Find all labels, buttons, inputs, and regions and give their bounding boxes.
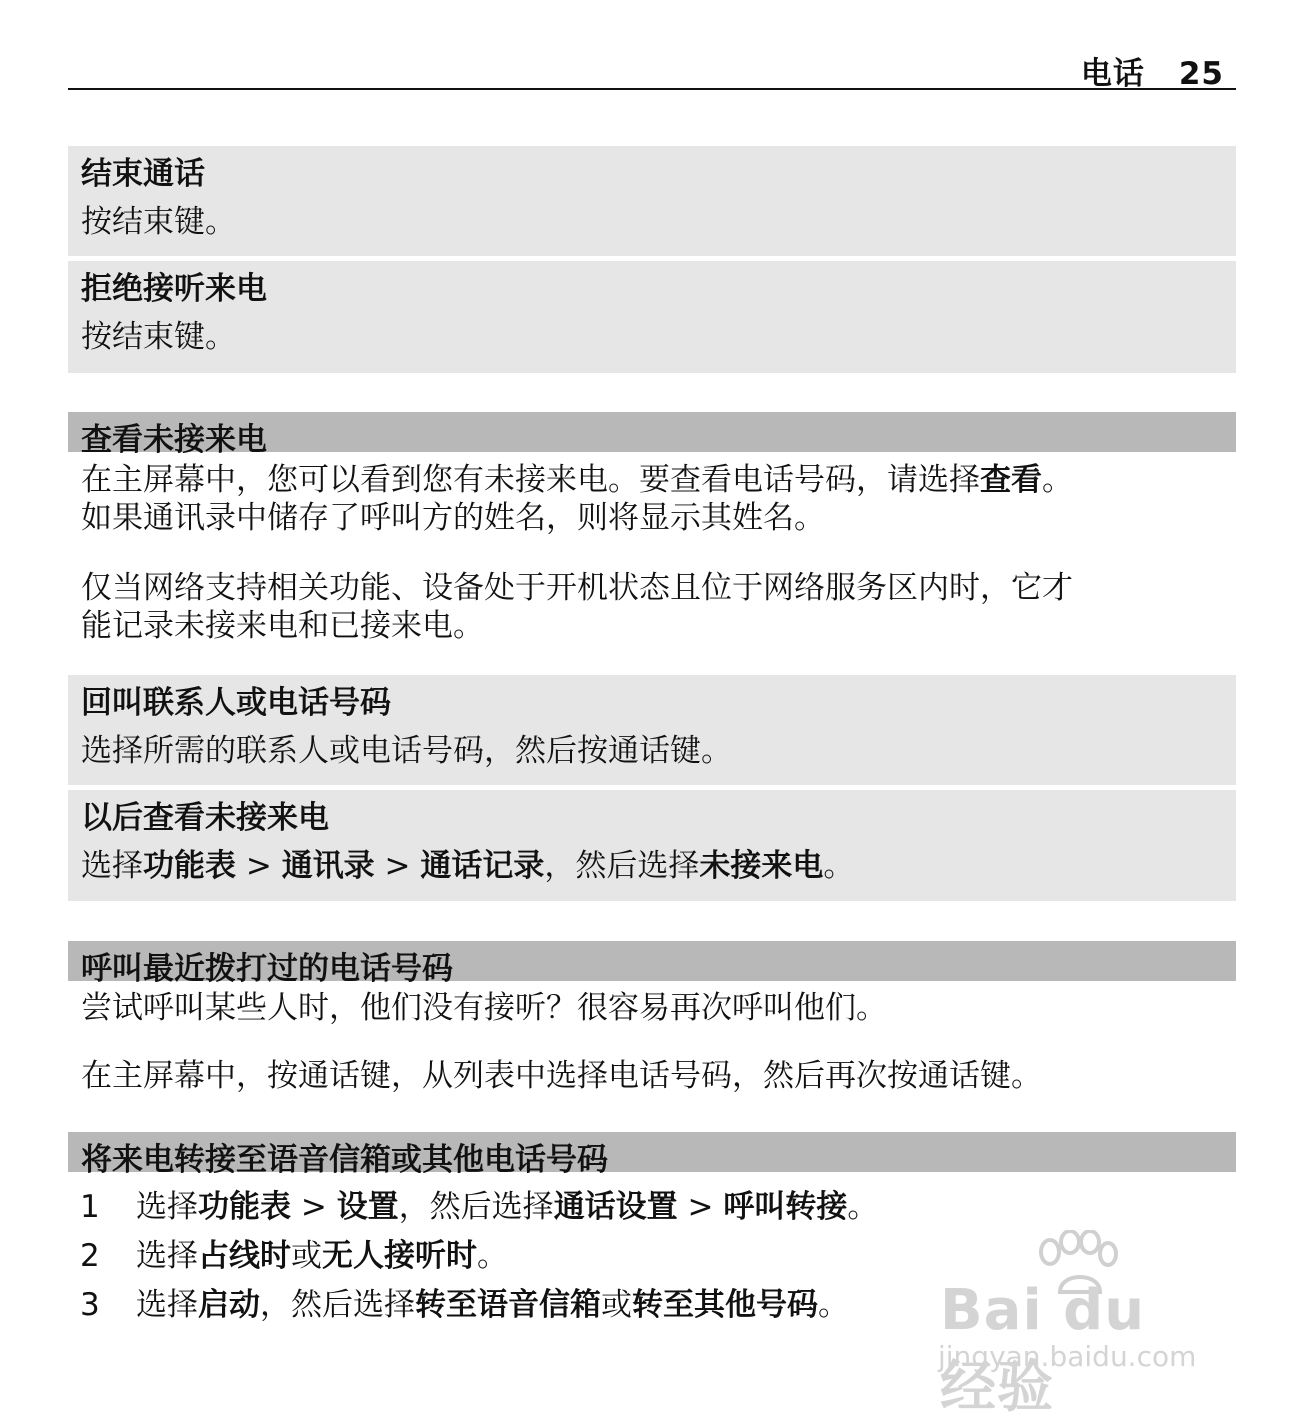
text: 选择: [136, 1189, 198, 1225]
heading-missed-calls: 查看未接来电: [81, 422, 267, 458]
section-heading-redial: [68, 941, 1236, 987]
step-number: 2: [80, 1238, 100, 1274]
text: 或: [601, 1287, 632, 1323]
tip-title-callback: 回叫联系人或电话号码: [81, 685, 391, 721]
menu-term-call-log: 通话记录: [420, 848, 545, 884]
header-text: [1081, 48, 1224, 93]
menu-term-if-busy: 占线时: [198, 1238, 291, 1274]
text: 仅当网络支持相关功能、设备处于开机状态且位于网络服务区内时，它才: [81, 570, 1073, 606]
heading-redial: 呼叫最近拨打过的电话号码: [81, 951, 453, 987]
text: 如果通讯录中储存了呼叫方的姓名，则将显示其姓名。: [81, 500, 825, 536]
text: ，然后选择: [544, 848, 700, 884]
text: 能记录未接来电和已接来电。: [81, 608, 484, 644]
page-header: [68, 44, 1236, 90]
text: 或: [291, 1238, 322, 1274]
menu-term-menu: 功能表: [143, 848, 236, 884]
menu-separator: >: [374, 848, 421, 884]
paragraph-missed-2: [81, 569, 1073, 645]
text: 。: [847, 1189, 879, 1225]
tip-box-reject-call: [68, 261, 1236, 373]
menu-term-contacts: 通讯录: [281, 848, 375, 884]
tip-box-end-call: [68, 146, 1236, 256]
watermark-url: jingyan.baidu.com: [938, 1340, 1197, 1373]
menu-term-menu: 功能表: [198, 1189, 291, 1225]
step-number: 1: [80, 1189, 100, 1225]
text: 选择: [81, 848, 143, 884]
step-2: [80, 1230, 508, 1275]
menu-term-to-voice-mailbox: 转至语音信箱: [415, 1287, 601, 1323]
paragraph-missed-1: [81, 461, 1073, 537]
heading-forward: 将来电转接至语音信箱或其他电话号码: [81, 1142, 608, 1178]
menu-term-activate: 启动: [198, 1287, 260, 1323]
text: 选择: [136, 1287, 198, 1323]
menu-separator: >: [236, 848, 282, 884]
step-3: [80, 1279, 849, 1324]
section-title: 电话: [1080, 56, 1145, 92]
text: 选择: [136, 1238, 198, 1274]
watermark-logo: Bai du 经验: [940, 1278, 1146, 1420]
text: ，然后选择: [260, 1287, 415, 1323]
text: 。: [823, 848, 855, 884]
text: 。: [818, 1287, 849, 1323]
tip-box-view-later: [68, 790, 1236, 901]
paw-icon: [1030, 1230, 1120, 1300]
paragraph-redial-1: 尝试呼叫某些人时，他们没有接听？很容易再次呼叫他们。: [81, 990, 887, 1026]
section-heading-forward: [68, 1132, 1236, 1178]
text: ，然后选择: [398, 1189, 554, 1225]
text: 。: [477, 1238, 508, 1274]
step-number: 3: [80, 1287, 100, 1323]
tip-body-view-later: [81, 840, 854, 885]
text: 在主屏幕中，您可以看到您有未接来电。要查看电话号码，请选择: [81, 462, 980, 498]
step-1: [80, 1181, 878, 1226]
page-number: 25: [1178, 56, 1224, 92]
menu-term-to-other-number: 转至其他号码: [632, 1287, 818, 1323]
menu-term-missed-calls: 未接来电: [699, 848, 824, 884]
paragraph-redial-2: 在主屏幕中，按通话键，从列表中选择电话号码，然后再次按通话键。: [81, 1058, 1042, 1094]
menu-separator: >: [291, 1189, 337, 1225]
menu-term-settings: 设置: [336, 1189, 399, 1225]
baidu-watermark: [920, 1230, 1220, 1420]
tip-box-callback: [68, 675, 1236, 785]
tip-body-reject-call: 按结束键。: [81, 319, 236, 355]
section-heading-missed: [68, 412, 1236, 458]
menu-term-if-not-answered: 无人接听时: [322, 1238, 477, 1274]
menu-term-call-divert: 呼叫转接: [723, 1189, 848, 1225]
tip-body-callback: 选择所需的联系人或电话号码，然后按通话键。: [81, 733, 732, 769]
tip-title-view-later: 以后查看未接来电: [81, 800, 329, 836]
tip-title-reject-call: 拒绝接听来电: [81, 271, 267, 307]
menu-term-view: 查看: [980, 462, 1042, 498]
menu-term-call-settings: 通话设置: [553, 1189, 678, 1225]
text: 。: [1042, 462, 1073, 498]
tip-body-end-call: 按结束键。: [81, 204, 236, 240]
menu-separator: >: [677, 1189, 724, 1225]
tip-title-end-call: 结束通话: [81, 156, 205, 192]
